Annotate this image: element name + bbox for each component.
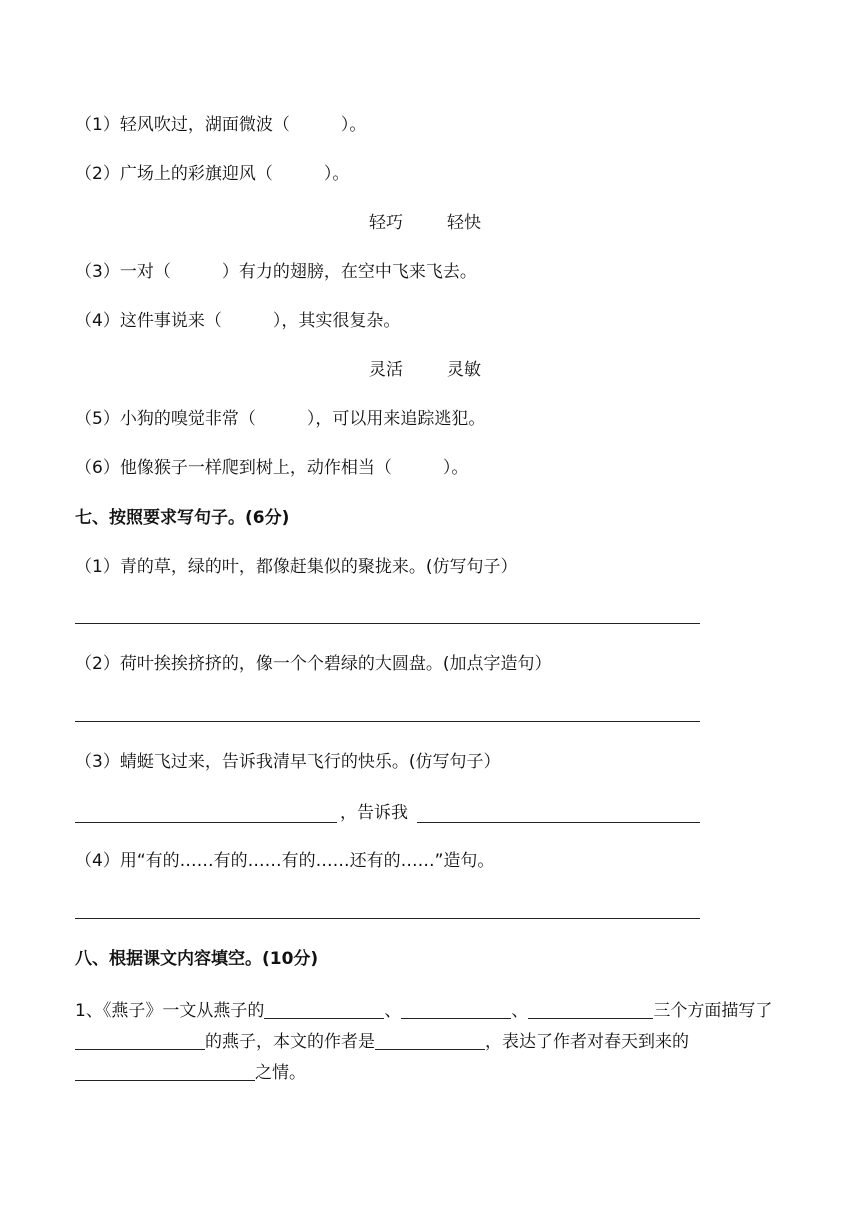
blank-5[interactable] xyxy=(375,1031,485,1050)
option-a2: 轻快 xyxy=(447,213,481,233)
q6-4: （4）这件事说来（ ），其实很复杂。 xyxy=(75,311,401,331)
answer-line-4[interactable] xyxy=(75,918,700,919)
option-b2: 灵敏 xyxy=(447,360,481,380)
option-a1: 轻巧 xyxy=(369,213,403,233)
section7-heading: 七、按照要求写句子。(6分) xyxy=(75,508,290,528)
q6-1: （1）轻风吹过，湖面微波（ ）。 xyxy=(75,115,367,135)
answer-line-2[interactable] xyxy=(75,721,700,722)
s7-3-mid: ，告诉我 xyxy=(340,803,408,823)
answer-line-3a[interactable] xyxy=(75,822,337,823)
option-b1: 灵活 xyxy=(369,360,403,380)
blank-4[interactable] xyxy=(75,1031,205,1050)
p-seg5: 的燕子，本文的作者是 xyxy=(205,1032,375,1052)
blank-3[interactable] xyxy=(528,1000,653,1019)
p-seg1: 1、《燕子》一文从燕子的 xyxy=(75,1001,265,1021)
fill-paragraph xyxy=(75,996,783,1089)
options-b xyxy=(369,358,481,382)
p-seg3: 、 xyxy=(511,1001,529,1021)
p-seg4: 三个方面描写了 xyxy=(653,1001,773,1021)
s7-2: （2）荷叶挨挨挤挤的，像一个个碧绿的大圆盘。(加点字造句） xyxy=(75,654,552,674)
options-a xyxy=(369,211,481,235)
answer-line-3b[interactable] xyxy=(417,822,700,823)
blank-1[interactable] xyxy=(264,1000,384,1019)
blank-6[interactable] xyxy=(75,1062,255,1081)
s7-3: （3）蜻蜓飞过来，告诉我清早飞行的快乐。(仿写句子） xyxy=(75,752,501,772)
p-seg6: ，表达了作者对春天到来的 xyxy=(485,1032,689,1052)
blank-2[interactable] xyxy=(401,1000,511,1019)
q6-6: （6）他像猴子一样爬到树上，动作相当（ ）。 xyxy=(75,458,469,478)
q6-5: （5）小狗的嗅觉非常（ ），可以用来追踪逃犯。 xyxy=(75,409,486,429)
q6-2: （2）广场上的彩旗迎风（ ）。 xyxy=(75,164,350,184)
p-seg7: 之情。 xyxy=(255,1063,306,1083)
s7-1: （1）青的草，绿的叶，都像赶集似的聚拢来。(仿写句子） xyxy=(75,557,518,577)
section8-heading: 八、根据课文内容填空。(10分) xyxy=(75,949,319,969)
q6-3: （3）一对（ ）有力的翅膀，在空中飞来飞去。 xyxy=(75,262,477,282)
answer-line-1[interactable] xyxy=(75,623,700,624)
s7-4: （4）用“有的……有的……有的……还有的……”造句。 xyxy=(75,851,495,871)
p-seg2: 、 xyxy=(384,1001,402,1021)
